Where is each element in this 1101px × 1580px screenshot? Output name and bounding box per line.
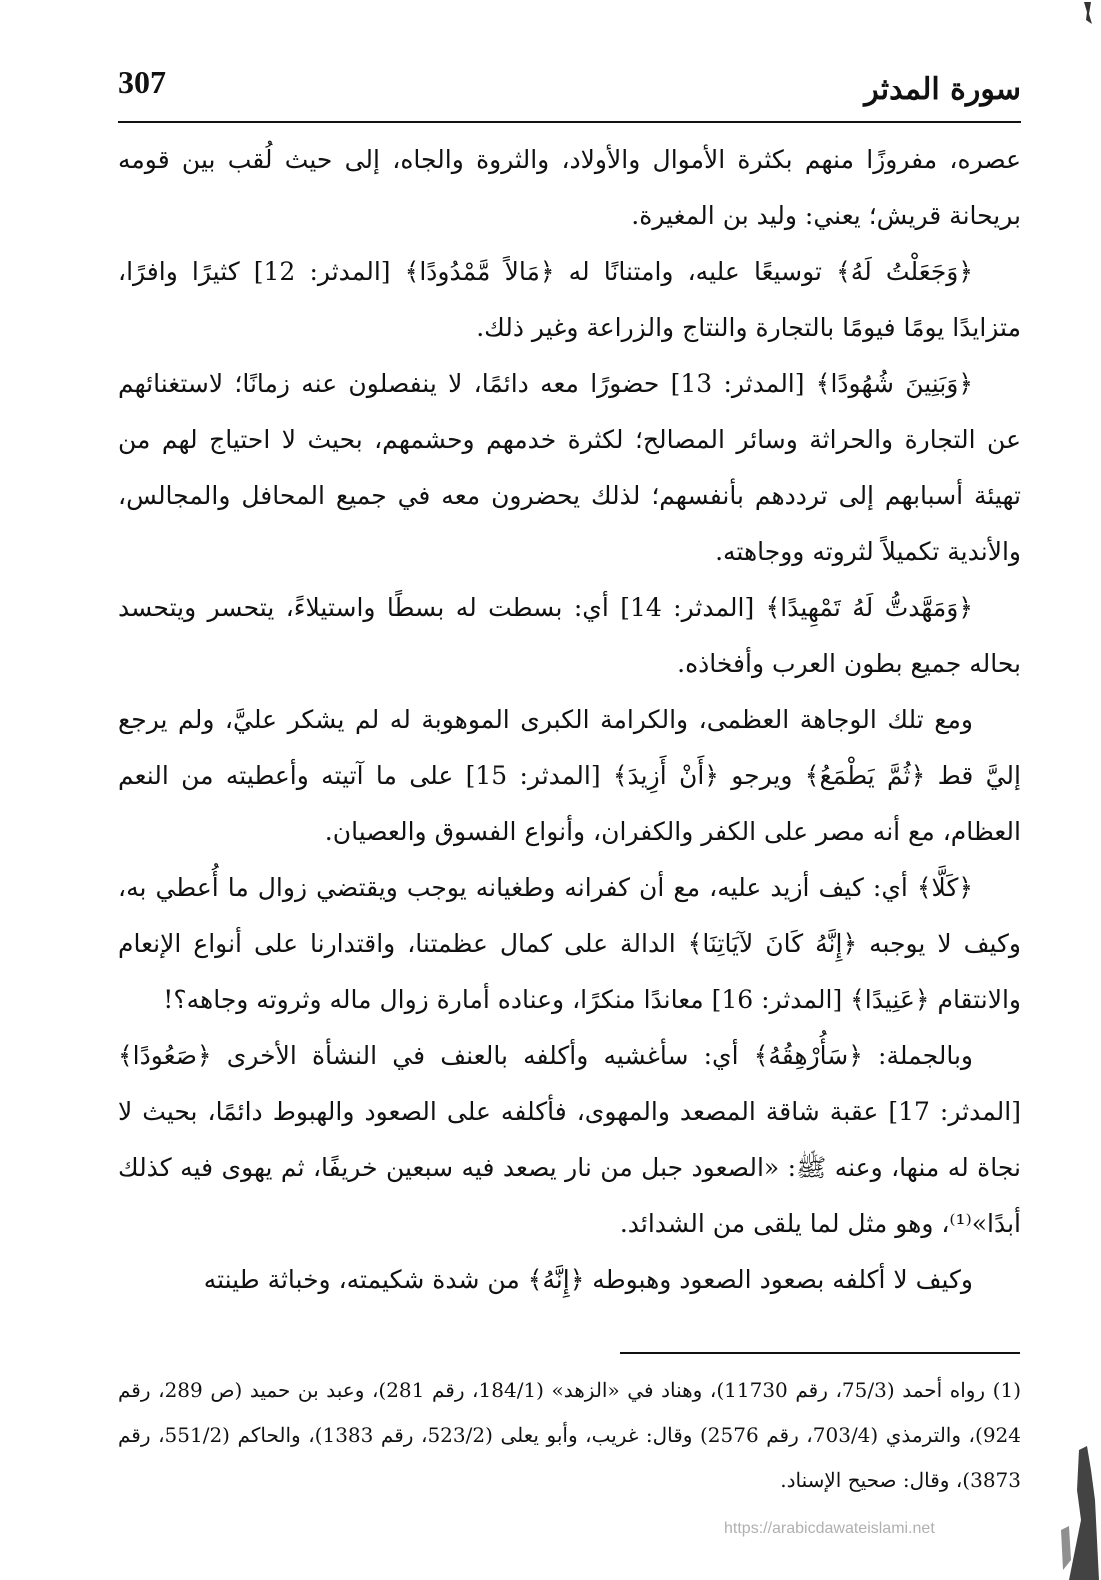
footnote-text: (1) رواه أحمد (75/3، رقم 11730)، وهناد في «الزهد» (184/1، رقم 281)، وعبد بن حميد (ص 289، رقم 924)، والترمذي (703/4، رقم 2576) وقال: غريب، وأبو يعلى (523/2، رقم 1383)، والحاكم (551/2، رقم 3873)، وقال: صحيح الإسناد. (118, 1378, 1022, 1492)
paragraph-8: وكيف لا أكلفه بصعود الصعود وهبوطه ﴿إِنَّهُ﴾ من شدة شكيمته، وخباثة طينته (203, 1265, 973, 1294)
main-text (118, 132, 1021, 1308)
page-header (118, 58, 1021, 120)
paragraph-7: وبالجملة: ﴿سَأُرْهِقُهُ﴾ أي: سأغشيه وأكلفه بالعنف في النشأة الأخرى ﴿صَعُودًا﴾ [المدثر: 17] عقبة شاقة المصعد والمهوى، فأكلفه على الصعود والهبوط دائمًا، بحيث لا نجاة له منها، وعنه ﷺ: «الصعود جبل من نار يصعد فيه سبعين خريفًا، ثم يهوى فيه كذلك أبدًا»⁽¹⁾، وهو مثل لما يلقى من الشدائد. (118, 1041, 1022, 1238)
header-divider (118, 121, 1021, 123)
scan-artifact-edge (1039, 1440, 1099, 1580)
watermark-url: https://arabicdawateislami.net (724, 1520, 935, 1537)
paragraph-4: ﴿وَمَهَّدتُّ لَهُ تَمْهِيدًا﴾ [المدثر: 14] أي: بسطت له بسطًا واستيلاءً، يتحسر ويتحسد بحاله جميع بطون العرب وأفخاذه. (118, 593, 1021, 678)
scan-artifact-mark (1081, 0, 1095, 26)
paragraph-2: ﴿وَجَعَلْتُ لَهُ﴾ توسيعًا عليه، وامتنانًا له ﴿مَالاً مَّمْدُودًا﴾ [المدثر: 12] كثيرًا وافرًا، متزايدًا يومًا فيومًا بالتجارة والنتاج والزراعة وغير ذلك. (118, 257, 1021, 342)
footnote-divider (620, 1352, 1020, 1354)
paragraph-6: ﴿كَلَّا﴾ أي: كيف أزيد عليه، مع أن كفرانه وطغيانه يوجب ويقتضي زوال ما أُعطي به، وكيف لا يوجبه ﴿إِنَّهُ كَانَ لآيَاتِنَا﴾ الدالة على كمال عظمتنا، واقتدارنا على أنواع الإنعام والانتقام ﴿عَنِيدًا﴾ [المدثر: 16] معاندًا منكرًا، وعناده أمارة زوال ماله وثروته وجاهه؟! (118, 873, 1021, 1014)
paragraph-1: عصره، مفروزًا منهم بكثرة الأموال والأولاد، والثروة والجاه، إلى حيث لُقب بين قومه بريحانة قريش؛ يعني: وليد بن المغيرة. (118, 145, 1021, 230)
footnote (118, 1368, 1021, 1503)
surah-title: سورة المدثر (864, 72, 1021, 107)
paragraph-3: ﴿وَبَنِينَ شُهُودًا﴾ [المدثر: 13] حضورًا معه دائمًا، لا ينفصلون عنه زمانًا؛ لاستغنائهم عن التجارة والحراثة وسائر المصالح؛ لكثرة خدمهم وحشمهم، بحيث لا احتياج لهم من تهيئة أسبابهم إلى ترددهم بأنفسهم؛ لذلك يحضرون معه في جميع المحافل والمجالس، والأندية تكميلاً لثروته ووجاهته. (118, 369, 1021, 566)
page-number: 307 (118, 64, 166, 100)
paragraph-5: ومع تلك الوجاهة العظمى، والكرامة الكبرى الموهوبة له لم يشكر عليَّ، ولم يرجع إليَّ قط ﴿ثُمَّ يَطْمَعُ﴾ ويرجو ﴿أَنْ أَزِيدَ﴾ [المدثر: 15] على ما آتيته وأعطيته من النعم العظام، مع أنه مصر على الكفر والكفران، وأنواع الفسوق والعصيان. (118, 705, 1021, 846)
